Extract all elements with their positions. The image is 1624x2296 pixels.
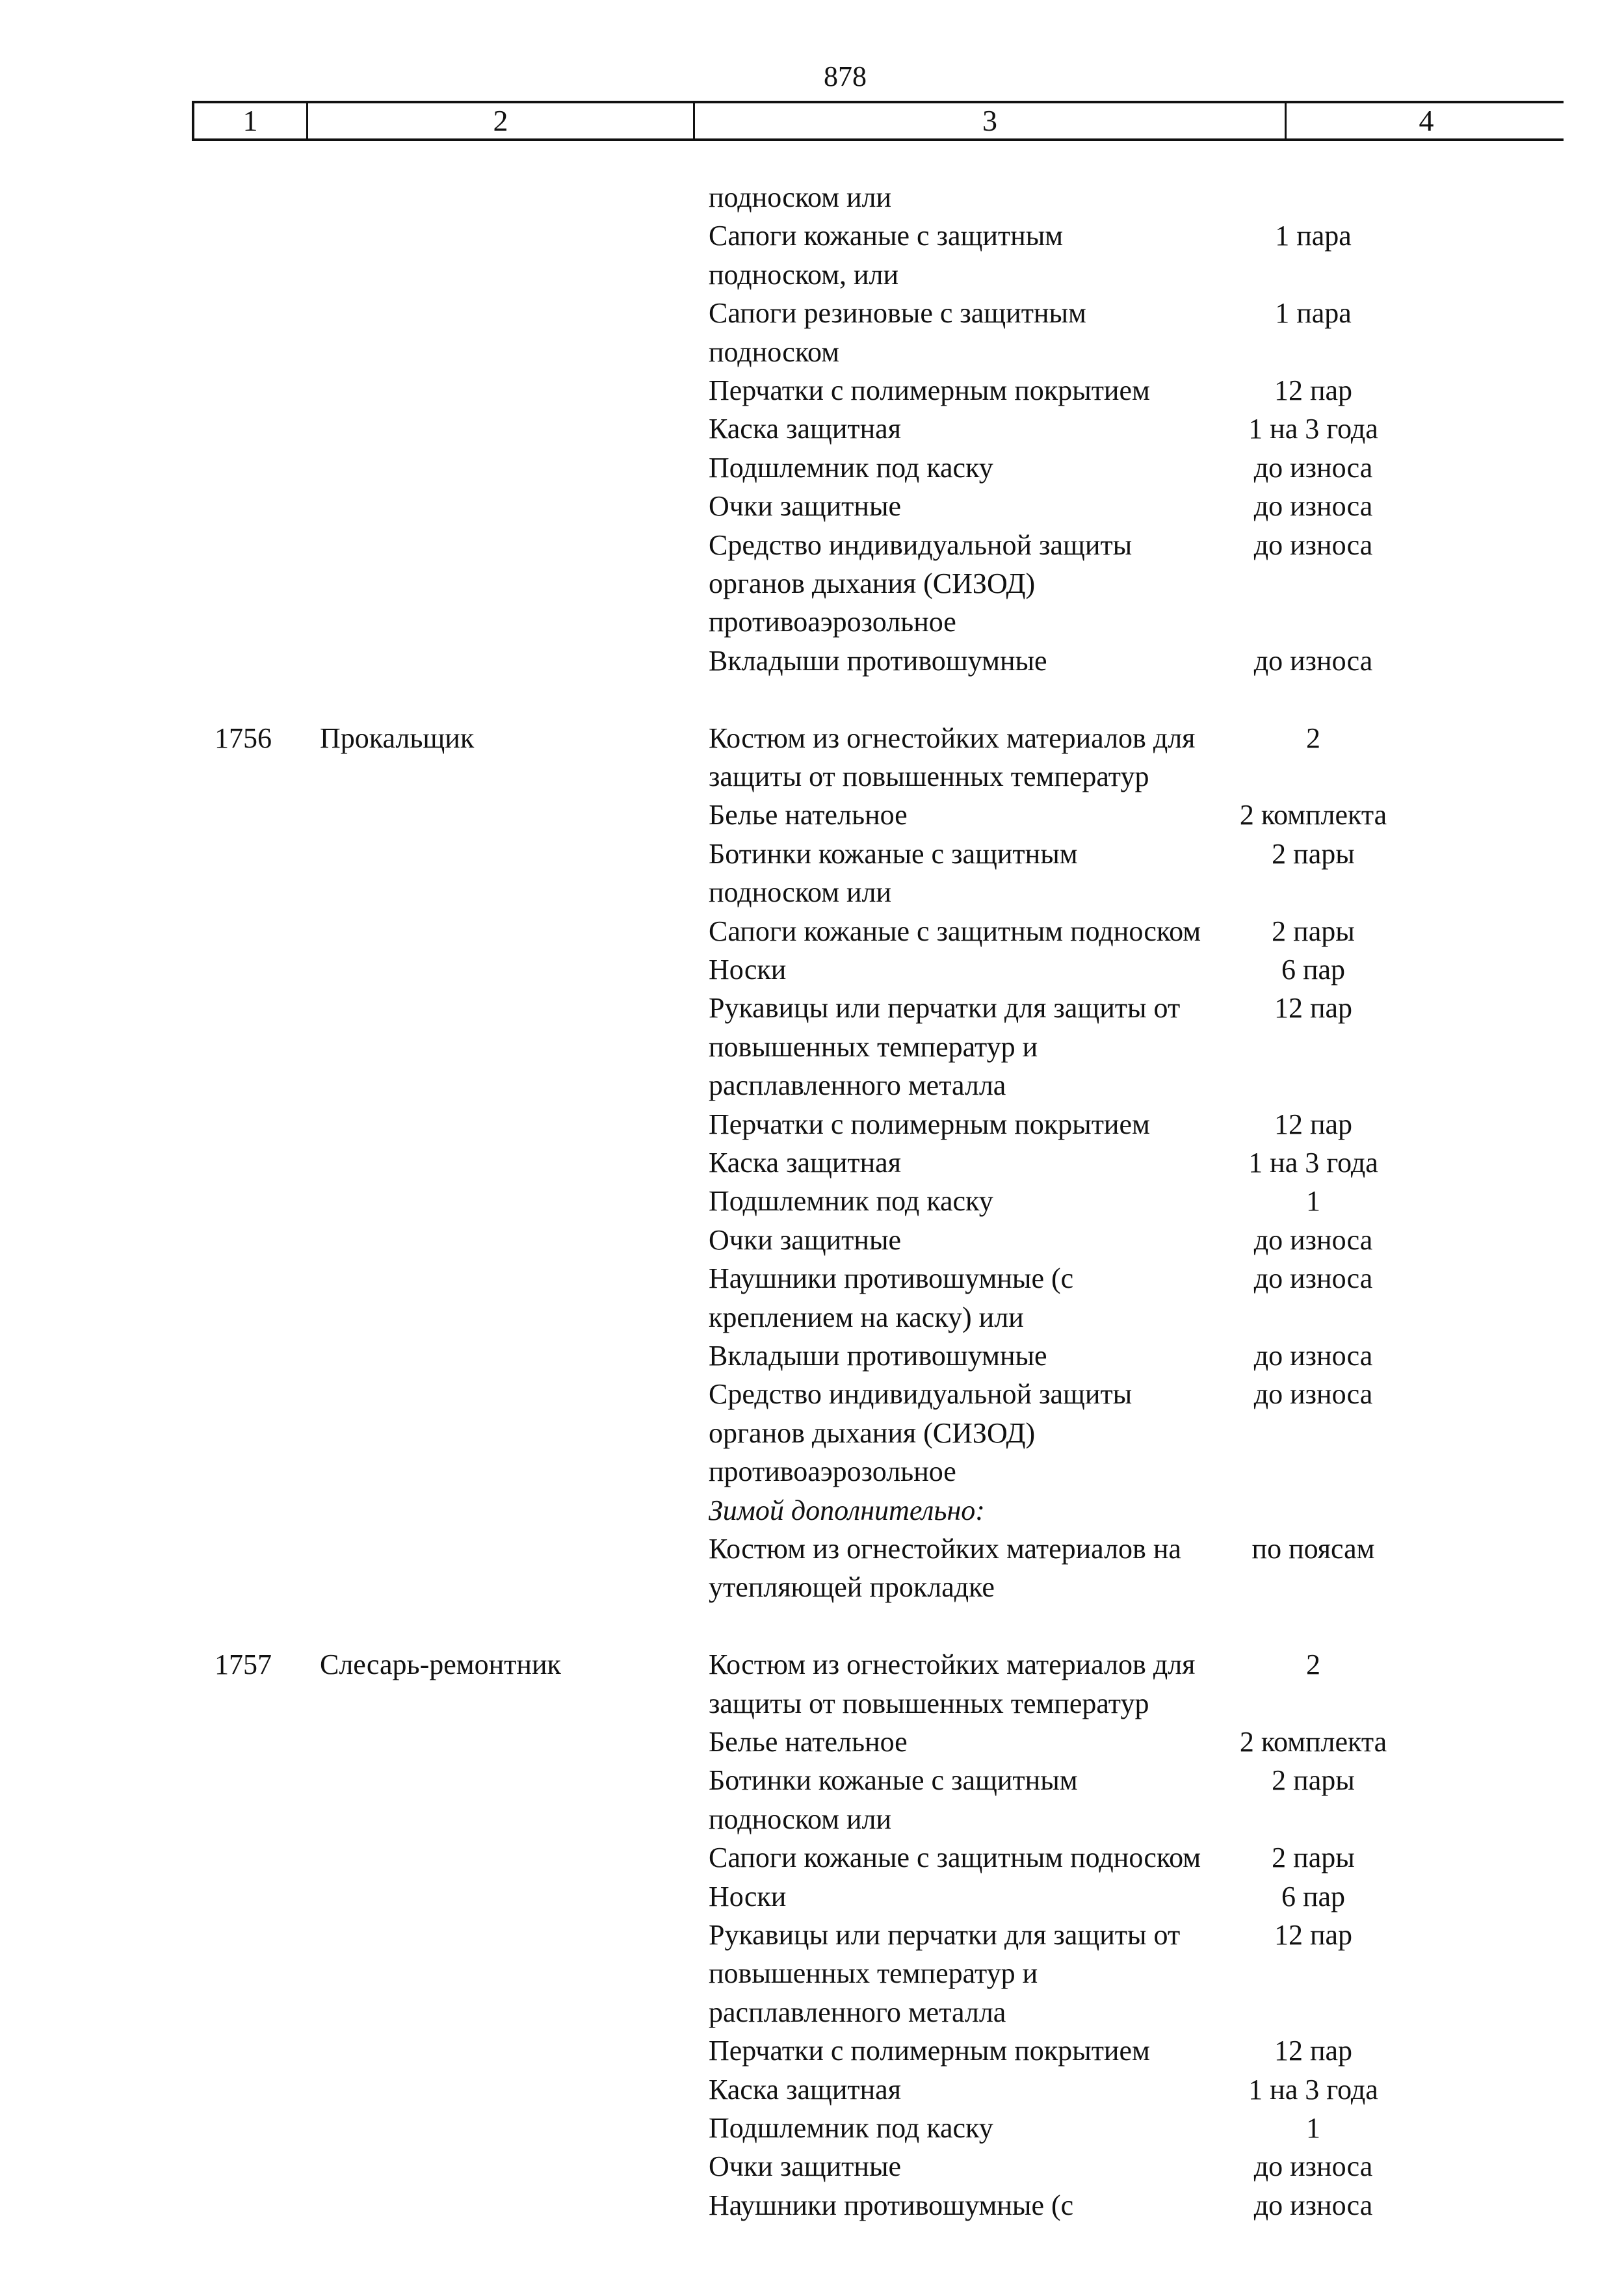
- item-norm: 1: [1306, 1185, 1320, 1218]
- item-norm: до износа: [1253, 1378, 1373, 1411]
- item-name: органов дыхания (СИЗОД): [709, 567, 1036, 599]
- item-name: Рукавицы или перчатки для защиты от: [709, 1919, 1181, 1951]
- item-name: Каска защитная: [709, 413, 901, 445]
- item-norm: 2: [1306, 1649, 1320, 1681]
- entry-number: 1756: [215, 722, 272, 754]
- item-name: Белье нательное: [709, 1726, 908, 1758]
- item-name: Наушники противошумные (с: [709, 2189, 1074, 2221]
- item-norm: до износа: [1253, 1223, 1373, 1256]
- item-name: Сапоги резиновые с защитным: [709, 297, 1086, 330]
- header-col-4: 4: [1419, 104, 1434, 137]
- item-name: Перчатки с полимерным покрытием: [709, 2035, 1150, 2067]
- item-name: Белье нательное: [709, 799, 908, 831]
- item-norm: 2 пары: [1272, 837, 1355, 870]
- item-name: Очки защитные: [709, 2150, 902, 2183]
- item-name: повышенных температур и: [709, 1030, 1038, 1063]
- item-norm: 1 пара: [1275, 297, 1352, 330]
- item-norm: до износа: [1253, 451, 1373, 484]
- item-norm: 12 пар: [1274, 992, 1353, 1024]
- item-name: Подшлемник под каску: [709, 1185, 993, 1218]
- item-name: утепляющей прокладке: [709, 1571, 995, 1604]
- header-col-2: 2: [308, 103, 695, 138]
- item-name: Очки защитные: [709, 1223, 902, 1256]
- item-norm: 2 комплекта: [1239, 1726, 1387, 1758]
- item-name: Сапоги кожаные с защитным: [709, 220, 1064, 252]
- item-name: повышенных температур и: [709, 1957, 1038, 1990]
- item-norm: 1 пара: [1275, 220, 1352, 252]
- item-name: органов дыхания (СИЗОД): [709, 1416, 1036, 1449]
- item-name: расплавленного металла: [709, 1069, 1006, 1102]
- item-name: Вкладыши противошумные: [709, 644, 1047, 677]
- item-name: подноском или: [709, 181, 892, 213]
- item-norm: по поясам: [1251, 1533, 1375, 1565]
- item-name: Вкладыши противошумные: [709, 1340, 1047, 1372]
- item-norm: 12 пар: [1274, 1919, 1353, 1951]
- item-name: креплением на каску) или: [709, 1301, 1024, 1333]
- item-name: Ботинки кожаные с защитным: [709, 837, 1078, 870]
- item-name: Носки: [709, 1880, 787, 1912]
- item-norm: 1 на 3 года: [1248, 1147, 1378, 1179]
- item-name: защиты от повышенных температур: [709, 1687, 1149, 1719]
- item-name: Перчатки с полимерным покрытием: [709, 374, 1150, 406]
- item-norm: 2 пары: [1272, 915, 1355, 947]
- item-norm: 12 пар: [1274, 2035, 1353, 2067]
- item-norm: 12 пар: [1274, 1108, 1353, 1140]
- item-norm: 1 на 3 года: [1248, 413, 1378, 445]
- item-name: Сапоги кожаные с защитным подноском: [709, 1842, 1201, 1874]
- item-name: расплавленного металла: [709, 1996, 1006, 2028]
- item-norm: 2 комплекта: [1239, 799, 1387, 831]
- item-name: Зимой дополнительно:: [709, 1494, 985, 1526]
- item-norm: до износа: [1253, 2189, 1373, 2221]
- item-norm: до износа: [1253, 490, 1373, 523]
- item-name: Перчатки с полимерным покрытием: [709, 1108, 1150, 1140]
- item-name: защиты от повышенных температур: [709, 761, 1149, 792]
- item-name: Костюм из огнестойких материалов для: [709, 722, 1196, 754]
- item-norm: до износа: [1253, 1340, 1373, 1372]
- item-name: Сапоги кожаные с защитным подноском: [709, 915, 1201, 947]
- item-name: подноском или: [709, 876, 892, 909]
- header-col-1: 1: [194, 103, 308, 138]
- item-name: Костюм из огнестойких материалов для: [709, 1649, 1196, 1681]
- item-name: Средство индивидуальной защиты: [709, 1378, 1133, 1411]
- entry-number: 1757: [215, 1649, 272, 1681]
- item-name: Подшлемник под каску: [709, 2112, 993, 2144]
- page-number: 878: [824, 60, 867, 92]
- item-name: Рукавицы или перчатки для защиты от: [709, 992, 1181, 1024]
- item-name: Наушники противошумные (с: [709, 1262, 1074, 1295]
- header-col-3: 3: [695, 103, 1287, 138]
- item-norm: до износа: [1253, 528, 1373, 561]
- item-norm: до износа: [1253, 644, 1373, 677]
- item-norm: 6 пар: [1281, 954, 1346, 985]
- item-name: Ботинки кожаные с защитным: [709, 1764, 1078, 1797]
- item-name: Костюм из огнестойких материалов на: [709, 1533, 1181, 1565]
- item-norm: 12 пар: [1274, 374, 1353, 406]
- item-norm: 1: [1306, 2112, 1320, 2144]
- item-norm: 2 пары: [1272, 1842, 1355, 1874]
- item-norm: до износа: [1253, 2150, 1373, 2183]
- item-name: подноском: [709, 335, 839, 368]
- item-norm: 2: [1306, 722, 1320, 754]
- item-name: Каска защитная: [709, 2073, 901, 2106]
- item-name: Очки защитные: [709, 490, 902, 523]
- item-name: противоаэрозольное: [709, 1455, 956, 1488]
- item-name: Каска защитная: [709, 1147, 901, 1179]
- item-norm: 2 пары: [1272, 1764, 1355, 1797]
- item-name: противоаэрозольное: [709, 606, 956, 638]
- profession-name: Слесарь-ремонтник: [320, 1649, 561, 1681]
- item-norm: до износа: [1253, 1262, 1373, 1295]
- item-name: подноском, или: [709, 258, 899, 291]
- profession-name: Прокальщик: [320, 722, 475, 754]
- item-name: Носки: [709, 954, 787, 985]
- item-name: Подшлемник под каску: [709, 451, 993, 484]
- item-name: подноском или: [709, 1803, 892, 1835]
- item-norm: 6 пар: [1281, 1880, 1346, 1912]
- item-norm: 1 на 3 года: [1248, 2073, 1378, 2106]
- item-name: Средство индивидуальной защиты: [709, 528, 1133, 561]
